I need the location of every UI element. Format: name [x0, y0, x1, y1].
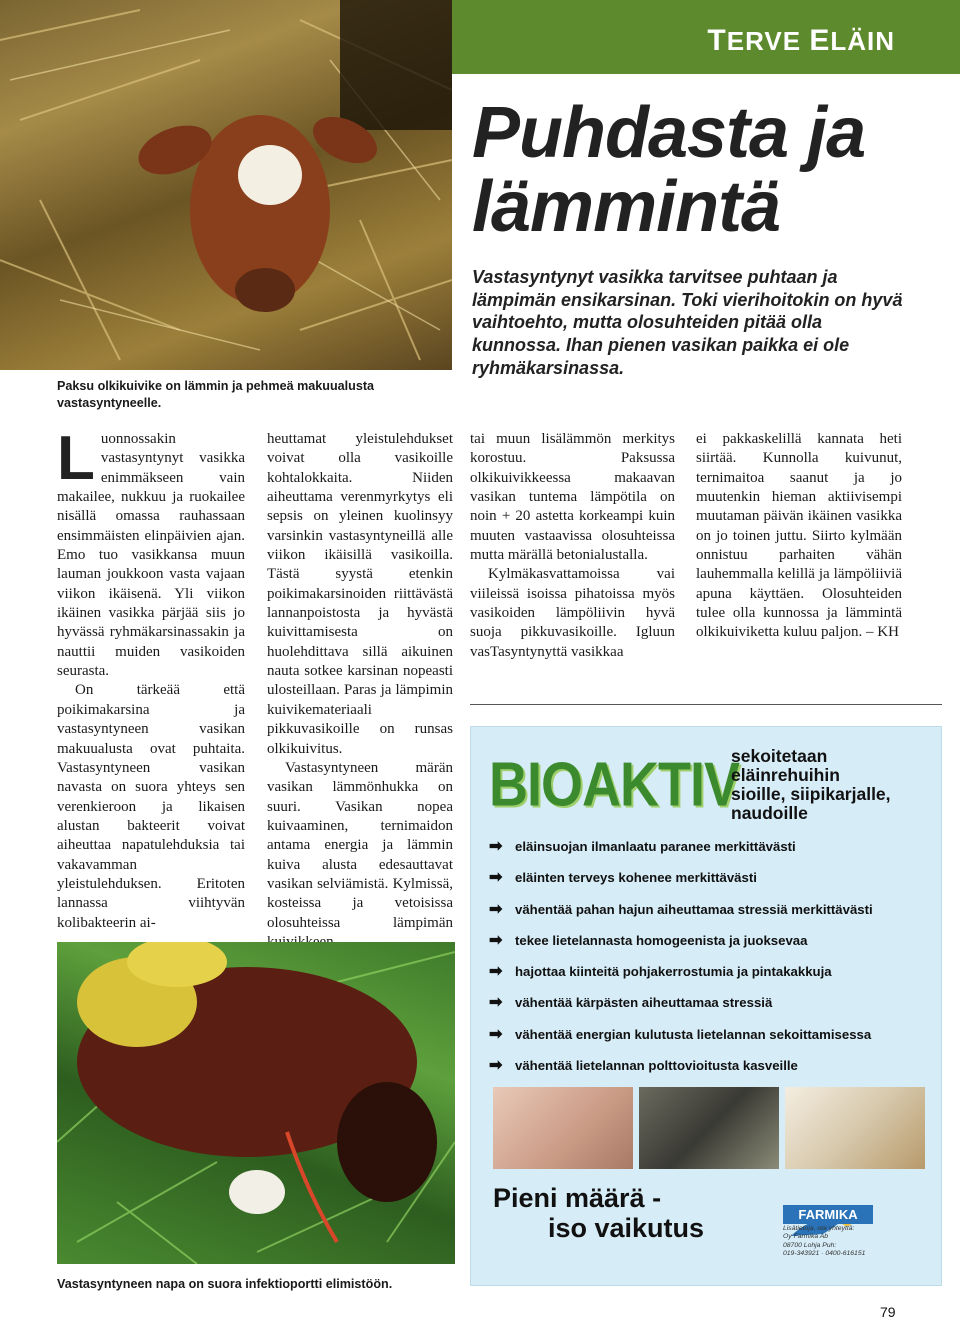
paragraph: ei pakkaskelillä kannata heti siirtää. Kunnolla kuivunut, ternimaitoa saanut ja jo muutenkin hieman aktiivisempi muutaman päivän ikäinen vasikka on jo toinen juttu. Siirto kylmään onnistuu parhaiten vähän lauhemmalla kelillä ja lämpöliiviä apuna käyttäen. Olosuhteiden tulee olla kunnossa ja lämmintä olkikuiviketta kuluu paljon. – KH — [696, 431, 902, 641]
calf-in-straw-photo — [0, 0, 452, 370]
poultry-photo — [785, 1087, 925, 1169]
list-item: ➡ hajottaa kiinteitä pohjakerrostumia ja pintakakkuja — [489, 956, 939, 987]
list-item: ➡ vähentää energian kulutusta lietelannan sekoittamisessa — [489, 1019, 939, 1050]
body-column-1 — [57, 424, 245, 933]
article-headline — [472, 93, 942, 247]
paragraph: Kylmäkasvattamoissa vai viileissä isoissa pihatoissa myös vasikoiden lämpöliivin hyvä suoja pikkuvasikoille. Igluun vasTasyntynyttä vasikkaa — [470, 566, 675, 660]
bioaktiv-advertisement — [470, 726, 942, 1286]
page-number: 79 — [880, 1304, 896, 1320]
paragraph: heuttamat yleistulehdukset voivat olla vasikoille kohtalokkaita. Niiden aiheuttama verenmyrkytys eli sepsis on yleinen kuolinsyy varsinkin vastasyntyneillä alle viikon ikäisillä vasikoilla. Tästä syystä etenkin poikimakarsinoiden riittävästä lannanpoistosta ja hyvästä kuivittamisesta on huolehdittava sillä aikuinen nauta sotkee karsinan nopeasti ulosteillaan. Paras ja lämpimin kuivikemateriaali pikkuvasikoille on runsas olkikuivitus. — [267, 431, 453, 757]
bioaktiv-logo: BIOAKTIV — [489, 750, 740, 820]
pigs-photo — [493, 1087, 633, 1169]
body-column-4 — [696, 430, 902, 643]
list-item: ➡ eläinten terveys kohenee merkittävästi — [489, 862, 939, 893]
arrow-right-icon: ➡ — [489, 838, 503, 855]
arrow-right-icon: ➡ — [489, 869, 503, 887]
arrow-right-icon: ➡ — [489, 931, 503, 949]
bottom-photo-caption: Vastasyntyneen napa on suora infektioportti elimistöön. — [57, 1277, 393, 1291]
article-lead: Vastasyntynyt vasikka tarvitsee puhtaan ja lämpimän ensikarsinan. Toki vierihoitokin on hyvä vaihtoehto, mutta olosuhteiden pitää olla kunnossa. Ihan pienen vasikan paikka ei ole ryhmäkarsinassa. — [472, 267, 903, 378]
column-divider-rule — [470, 704, 942, 705]
arrow-right-icon: ➡ — [489, 900, 503, 918]
farmika-contact-info: Lisätietoja, ota yhteyttä: Oy Farmika Ab 08700 Lohja Puh: 019-343921 · 0400-616151 — [783, 1225, 866, 1258]
arrow-right-icon: ➡ — [489, 963, 503, 981]
list-item: ➡ vähentää pahan hajun aiheuttamaa stressiä merkittävästi — [489, 894, 939, 925]
arrow-right-icon: ➡ — [489, 1025, 503, 1043]
paragraph: On tärkeää että poikimakarsina ja vastasyntyneen vasikan makuualusta ovat puhtaita. Vastasyntyneen vasikan navasta on suora yhteys sen verenkieroon ja likaisen alustan bakteerit voivat aiheuttaa napatulehduksia tai vakavamman yleistulehduksen. Eritoten lannassa viihtyvän kolibakteerin ai- — [57, 682, 245, 931]
section-title: TERVE ELÄIN — [707, 24, 895, 57]
paragraph: uonnossakin vastasyntynyt vasikka enimmäkseen vain makailee, nukkuu ja ruokailee nisällä omassa rauhassaan ensimmäisten elinpäivien ajan. Emo tuo vasikkansa muun lauman joukkoon vasta vajaan viikon ikäisenä. Yli viikon ikäinen vasikka pärjää siis jo hyvässä ryhmäkarsinassakin ja nauttii muiden vasikoiden seurasta. — [57, 431, 245, 680]
headline-line-2: lämmintä — [472, 167, 781, 247]
ad-tagline: sekoitetaan eläinrehuihin sioille, siipikarjalle, naudoille — [731, 746, 891, 823]
farmika-name: FARMIKA — [783, 1205, 873, 1224]
ad-photo-strip — [493, 1087, 925, 1169]
paragraph: tai muun lisälämmön merkitys korostuu. Paksussa olkikuivikkeessa makaavan vasikan tuntema lämpötila on noin + 20 astetta korkeampi kuin muuten vastaavissa olosuhteissa mutta märällä betonialustalla. — [470, 431, 675, 564]
body-column-3 — [470, 430, 675, 662]
ad-benefit-list — [489, 831, 939, 1081]
paragraph: Vastasyntyneen märän vasikan lämmönhukka on suuri. Vasikan nopea kuivaaminen, ternimaidon antama energia ja lämmin kuiva alusta edesauttavat vasikan selviämistä. Kylmissä, kosteissa ja vetoisissa olosuhteissa lämpimän — [267, 759, 453, 931]
list-item: ➡ eläinsuojan ilmanlaatu paranee merkittävästi — [489, 831, 939, 862]
list-item: ➡ vähentää lietelannan polttovioitusta kasveille — [489, 1050, 939, 1081]
arrow-right-icon: ➡ — [489, 1057, 503, 1075]
top-photo-caption: Paksu olkikuivike on lämmin ja pehmeä makuualusta vastasyntyneelle. — [57, 379, 375, 410]
body-column-2 — [267, 430, 453, 952]
pigsty-photo — [639, 1087, 779, 1169]
arrow-right-icon: ➡ — [489, 994, 503, 1012]
list-item: ➡ vähentää kärpästen aiheuttamaa stressiä — [489, 987, 939, 1018]
list-item: ➡ tekee lietelannasta homogeenista ja juoksevaa — [489, 925, 939, 956]
ad-slogan: Pieni määrä - iso vaikutus — [493, 1183, 705, 1243]
newborn-calf-on-grass-photo — [57, 942, 455, 1264]
drop-cap: L — [57, 424, 95, 493]
headline-line-1: Puhdasta ja — [472, 93, 866, 173]
